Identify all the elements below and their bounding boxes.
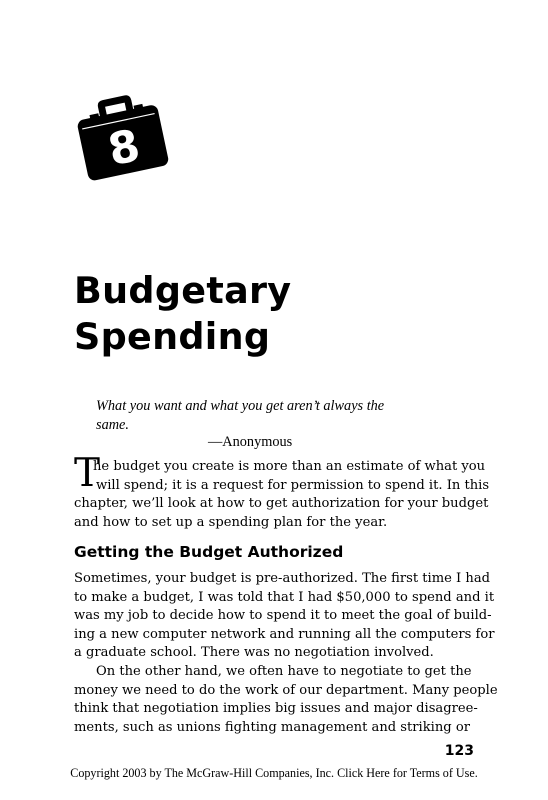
chapter-title-line1: Budgetary xyxy=(74,269,292,312)
epigraph xyxy=(96,397,466,435)
body-line: think that negotiation implies big issues and major disagree- xyxy=(74,701,478,717)
chapter-title xyxy=(74,268,291,360)
intro-line3: chapter, we’ll look at how to get authorization for your budget xyxy=(74,496,489,512)
intro-line4: and how to set up a spending plan for the year. xyxy=(74,514,388,530)
chapter-number: 8 xyxy=(103,120,145,177)
body-line: a graduate school. There was no negotiation involved. xyxy=(74,645,434,661)
drop-cap: T xyxy=(74,451,101,496)
briefcase-icon xyxy=(70,93,175,185)
epigraph-line1: What you want and what you get aren’t always the xyxy=(96,398,385,414)
body-line: ments, such as unions fighting management and striking or xyxy=(74,719,470,735)
chapter-title-line2: Spending xyxy=(74,315,271,358)
body-line: On the other hand, we often have to negotiate to get the xyxy=(96,663,472,679)
intro-line2: will spend; it is a request for permission to spend it. In this xyxy=(96,477,490,493)
section-body xyxy=(74,570,498,737)
intro-paragraph xyxy=(74,451,490,532)
body-line: ing a new computer network and running all the computers for xyxy=(74,626,495,642)
body-line: was my job to decide how to spend it to meet the goal of build- xyxy=(74,608,492,624)
intro-line1: he budget you create is more than an estimate of what you xyxy=(93,459,486,474)
chapter-badge xyxy=(70,93,175,185)
body-line: to make a budget, I was told that I had $50,000 to spend and it xyxy=(74,589,495,605)
epigraph-line2: same. xyxy=(96,417,129,433)
body-line: Sometimes, your budget is pre-authorized. The first time I had xyxy=(74,571,491,586)
copyright-link[interactable]: Copyright 2003 by The McGraw-Hill Companies, Inc. Click Here for Terms of Use. xyxy=(70,766,478,780)
page-number: 123 xyxy=(444,743,474,759)
epigraph-attribution: —Anonymous xyxy=(208,434,293,450)
body-line: money we need to do the work of our department. Many people xyxy=(74,682,498,698)
section-heading: Getting the Budget Authorized xyxy=(74,543,344,561)
